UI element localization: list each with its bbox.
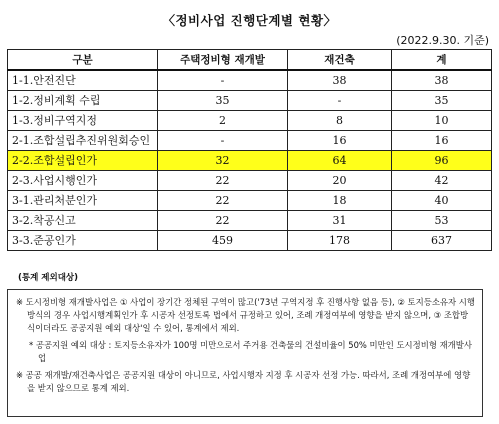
total-cell: 16 xyxy=(392,131,492,151)
total-cell: 42 xyxy=(392,171,492,191)
reconstruction-cell: 64 xyxy=(288,151,392,171)
redevelopment-cell: - xyxy=(158,70,288,91)
stage-cell: 1-1.안전진단 xyxy=(8,70,158,91)
reconstruction-cell: 38 xyxy=(288,70,392,91)
reconstruction-cell: - xyxy=(288,91,392,111)
note-public-project-exclusion: ※ 공공 재개발/재건축사업은 공공지원 대상이 아니므로, 사업시행자 지정 후 시공자 선정 가능. 따라서, 조례 개정여부에 영향을 받지 않으므로 통계 제외. xyxy=(16,370,471,393)
header-category: 구분 xyxy=(8,50,158,71)
stage-cell: 2-1.조합설립추진위원회승인 xyxy=(8,131,158,151)
stage-cell: 1-3.정비구역지정 xyxy=(8,111,158,131)
note-public-support-exception: * 공공지원 예외 대상 : 토지등소유자가 100명 미만으로서 주거용 건축물의 건설비율이 50% 미만인 도시정비형 재개발사업 xyxy=(29,340,472,363)
total-cell: 96 xyxy=(392,151,492,171)
stage-cell: 3-2.착공신고 xyxy=(8,211,158,231)
redevelopment-cell: 32 xyxy=(158,151,288,171)
stage-cell: 2-3.사업시행인가 xyxy=(8,171,158,191)
redevelopment-cell: 35 xyxy=(158,91,288,111)
page-title: 〈정비사업 진행단계별 현황〉 xyxy=(162,13,337,28)
header-redevelopment: 주택정비형 재개발 xyxy=(158,50,288,71)
reconstruction-cell: 16 xyxy=(288,131,392,151)
table-row xyxy=(8,131,492,151)
table-row xyxy=(8,91,492,111)
reconstruction-cell: 18 xyxy=(288,191,392,211)
table-row xyxy=(8,111,492,131)
total-cell: 53 xyxy=(392,211,492,231)
header-reconstruction: 재건축 xyxy=(288,50,392,71)
table-header-row xyxy=(8,50,492,71)
table-row xyxy=(8,70,492,91)
table-row xyxy=(8,191,492,211)
stage-cell: 3-3.준공인가 xyxy=(8,231,158,251)
total-cell: 10 xyxy=(392,111,492,131)
stage-cell: 1-2.정비계획 수립 xyxy=(8,91,158,111)
redevelopment-cell: 459 xyxy=(158,231,288,251)
total-cell: 35 xyxy=(392,91,492,111)
reconstruction-cell: 178 xyxy=(288,231,392,251)
total-cell: 38 xyxy=(392,70,492,91)
redevelopment-cell: 22 xyxy=(158,211,288,231)
note-redevelopment-exclusion: ※ 도시정비형 재개발사업은 ① 사업이 장기간 정체된 구역이 많고('73년 구역지정 후 진행사항 없음 등), ② 토지등소유자 시행방식의 경우 사업시행계획인가 후 시공자 선정토록 법에서 규정하고 있어, 조례 개정여부에 영향을 받지 않으며, ③ 조합방식이더라도 공공지원 예외 대상'일 수 있어, 통계에서 제외. xyxy=(16,297,475,333)
table-row xyxy=(8,211,492,231)
redevelopment-cell: - xyxy=(158,131,288,151)
stage-status-table xyxy=(7,49,492,251)
redevelopment-cell: 22 xyxy=(158,171,288,191)
notes-heading: (통계 제외대상) xyxy=(18,273,78,283)
reconstruction-cell: 20 xyxy=(288,171,392,191)
reconstruction-cell: 8 xyxy=(288,111,392,131)
table-row-highlighted xyxy=(8,151,492,171)
header-total: 계 xyxy=(392,50,492,71)
reference-date: (2022.9.30. 기준) xyxy=(396,34,489,47)
redevelopment-cell: 2 xyxy=(158,111,288,131)
total-cell: 637 xyxy=(392,231,492,251)
notes-box xyxy=(7,289,483,417)
table-row xyxy=(8,231,492,251)
stage-cell: 2-2.조합설립인가 xyxy=(8,151,158,171)
table-row xyxy=(8,171,492,191)
total-cell: 40 xyxy=(392,191,492,211)
redevelopment-cell: 22 xyxy=(158,191,288,211)
stage-cell: 3-1.관리처분인가 xyxy=(8,191,158,211)
reconstruction-cell: 31 xyxy=(288,211,392,231)
